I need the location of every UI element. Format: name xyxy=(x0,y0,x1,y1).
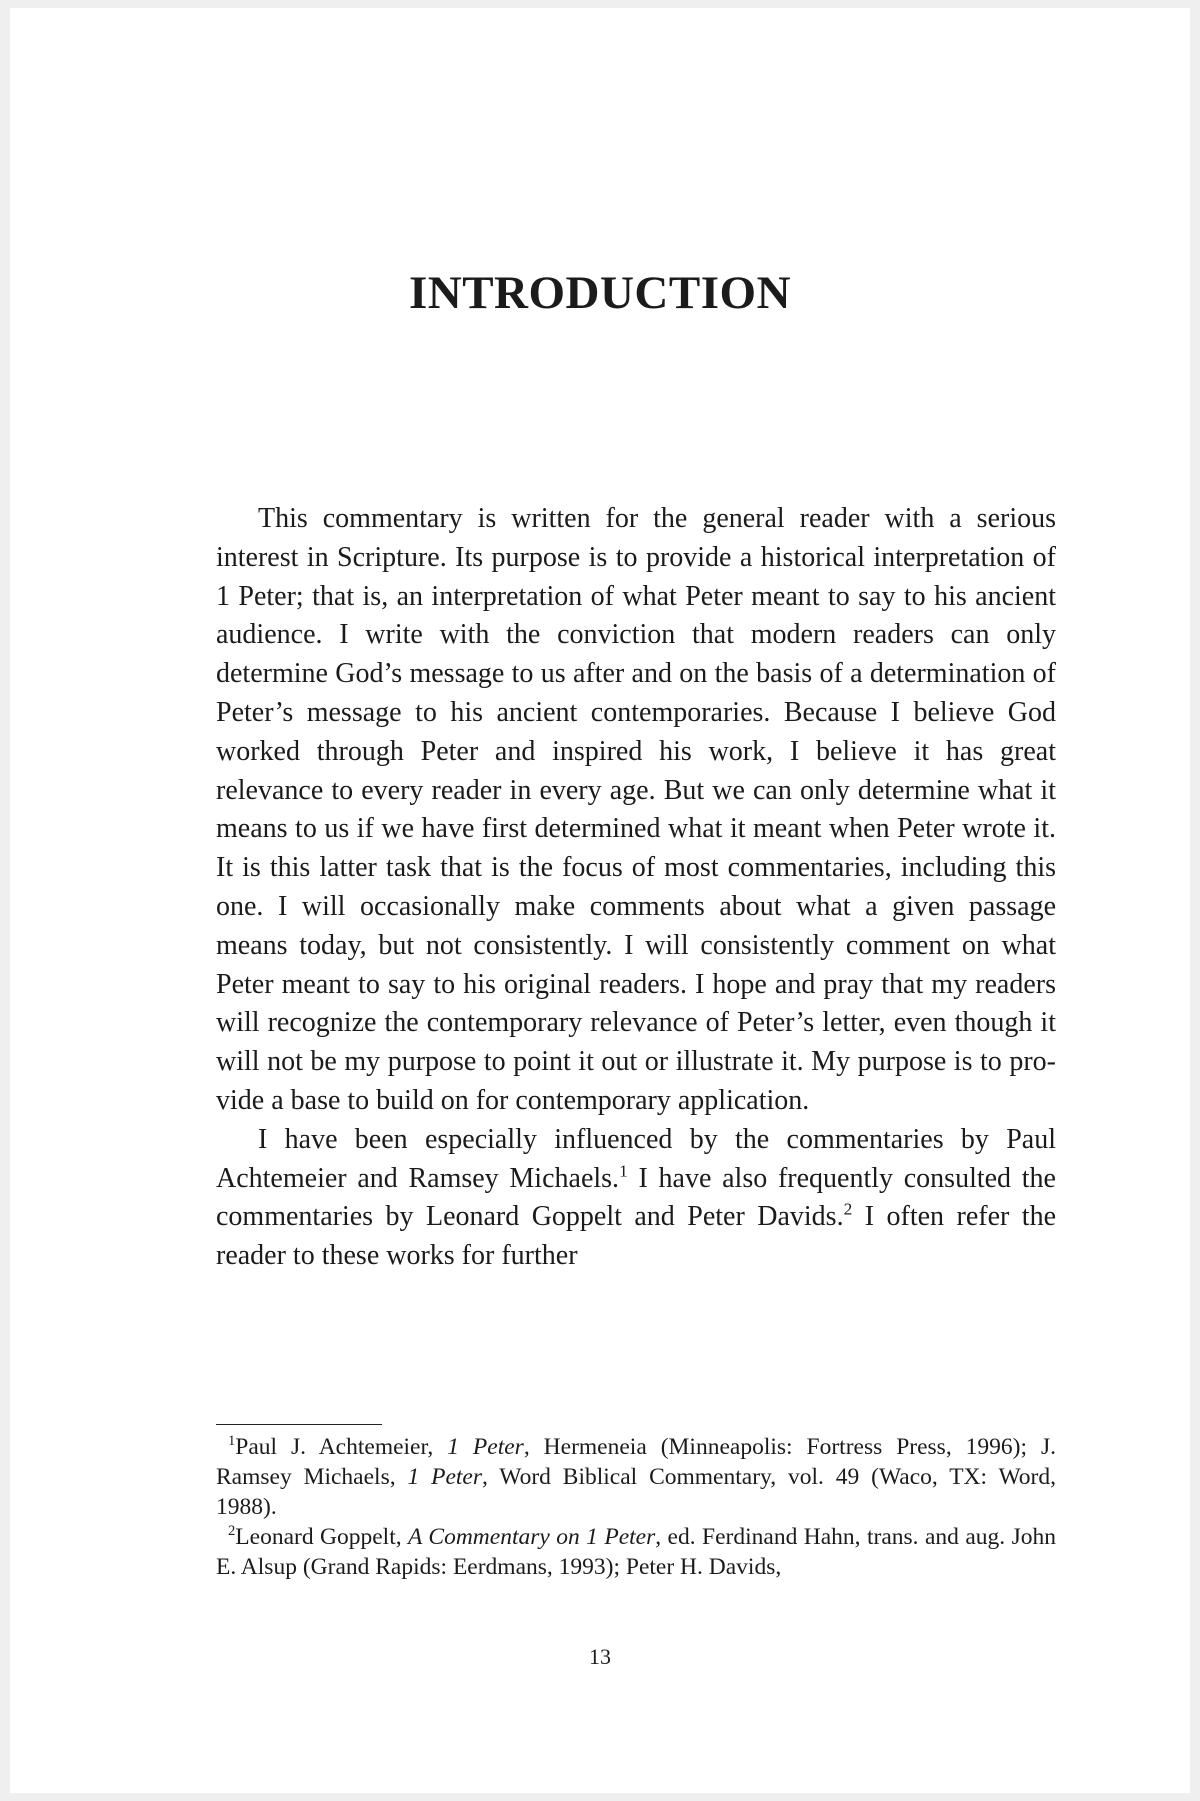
footnote-1-title-a: 1 Peter xyxy=(447,1434,524,1460)
body-text xyxy=(216,500,1056,1276)
paragraph-2 xyxy=(216,1121,1056,1276)
footnote-2-text-a: Leonard Goppelt, xyxy=(235,1524,409,1550)
footnote-1-text-a: Paul J. Achtemeier, xyxy=(235,1434,448,1460)
page-number: 13 xyxy=(589,1644,611,1669)
paragraph-2-part-3: I often refer the reader to these works for further xyxy=(216,1201,1057,1272)
footnote-1-title-b: 1 Peter xyxy=(407,1464,482,1490)
paragraph-2-part-1: I have been especially influenced by the commentaries by Paul Achtemeier and Ramsey Michaels. xyxy=(216,1123,1056,1194)
footnote-1 xyxy=(216,1432,1056,1522)
chapter-title: INTRODUCTION xyxy=(408,267,792,319)
paragraph-2-part-2: I have also frequently consulted the commentaries by Leonard Goppelt and Peter Davids. xyxy=(216,1162,1056,1233)
footnote-2 xyxy=(216,1522,1056,1582)
footnote-ref-1[interactable]: 1 xyxy=(619,1160,628,1180)
footnote-2-title-a: A Commentary on 1 Peter xyxy=(408,1524,656,1550)
footnotes xyxy=(216,1432,1056,1582)
footnote-2-text-b: , ed. Ferdinand Hahn, trans. and aug. John E. Alsup (Grand Rapids: Eerdmans, 1993); Peter H. Davids, xyxy=(216,1524,1056,1580)
footnote-1-number: 1 xyxy=(228,1432,236,1449)
footnote-1-text-c: , Word Biblical Commentary, vol. 49 (Waco, TX: Word, 1988). xyxy=(216,1464,1056,1520)
footnote-ref-2[interactable]: 2 xyxy=(843,1199,853,1219)
footnote-2-number: 2 xyxy=(228,1522,236,1539)
footnote-divider xyxy=(216,1424,382,1425)
footnote-1-text-b: , Hermeneia (Minneapolis: Fortress Press, 1996); J. Ramsey Michaels, xyxy=(216,1434,1056,1490)
book-page xyxy=(10,8,1190,1793)
paragraph-1: This commentary is written for the general reader with a serious interest in Scripture. Its purpose is to provide a historical interpretation of 1 Peter; that is, an interpretation of what Peter meant to say to his ancient audience. I write with the conviction that modern readers can only determine God’s message to us after and on the basis of a determination of Peter’s message to his ancient contemporaries. Because I believe God worked through Peter and inspired his work, I believe it has great relevance to every reader in every age. But we can only determine what it means to us if we have first determined what it meant when Peter wrote it. It is this latter task that is the focus of most commentaries, including this one. I will occasionally make comments about what a given passage means today, but not consistently. I will consistently comment on what Peter meant to say to his original readers. I hope and pray that my readers will recognize the contemporary relevance of Peter’s letter, even though it will not be my purpose to point it out or illustrate it. My purpose is to provide a base to build on for contemporary application. xyxy=(216,503,1056,1116)
